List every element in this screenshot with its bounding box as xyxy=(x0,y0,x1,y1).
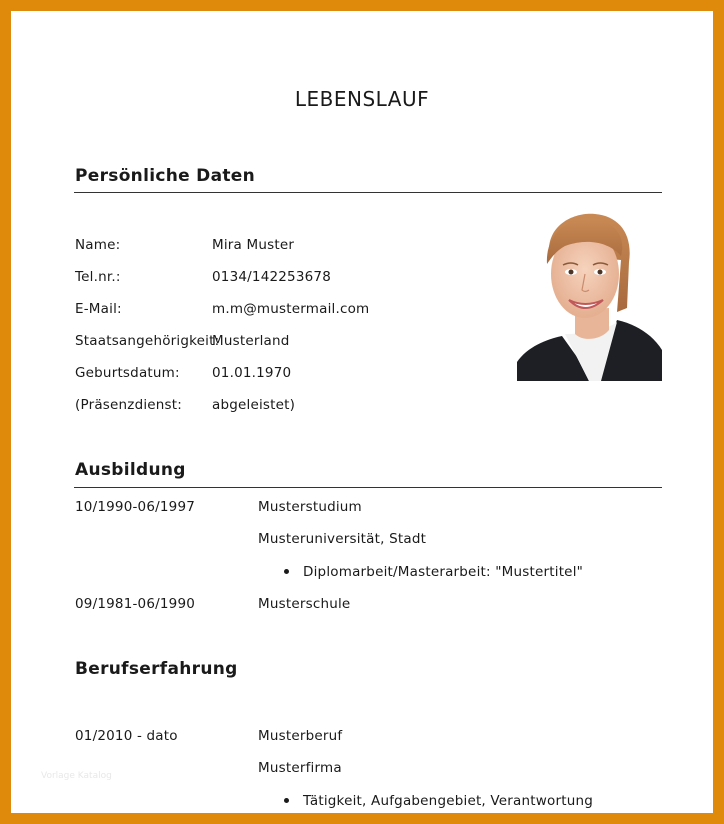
field-value: m.m@mustermail.com xyxy=(212,301,370,317)
section-heading-personal: Persönliche Daten xyxy=(75,166,255,186)
field-label: E-Mail: xyxy=(75,301,122,317)
document-title: LEBENSLAUF xyxy=(294,87,430,111)
bullet-item xyxy=(284,793,593,809)
field-label: Geburtsdatum: xyxy=(75,365,180,381)
profile-photo xyxy=(517,212,662,381)
cv-page xyxy=(11,11,713,813)
section-heading-education: Ausbildung xyxy=(75,460,186,480)
bullet-icon xyxy=(284,569,289,574)
bullet-icon xyxy=(284,798,289,803)
entry-date: 01/2010 - dato xyxy=(75,728,178,744)
entry-title: Musterberuf xyxy=(258,728,343,744)
field-value: 0134/142253678 xyxy=(212,269,332,285)
field-value: Musterland xyxy=(212,333,290,349)
entry-company: Musterfirma xyxy=(258,760,342,776)
watermark: Vorlage Katalog xyxy=(41,771,112,781)
entry-date: 10/1990-06/1997 xyxy=(75,499,196,515)
entry-date: 09/1981-06/1990 xyxy=(75,596,196,612)
bullet-text: Tätigkeit, Aufgabengebiet, Verantwortung xyxy=(303,793,594,809)
field-label: Tel.nr.: xyxy=(75,269,121,285)
field-label: Name: xyxy=(75,237,121,253)
field-value: Mira Muster xyxy=(212,237,295,253)
entry-title: Musterstudium xyxy=(258,499,362,515)
field-label: Staatsangehörigkeit: xyxy=(75,333,220,349)
section-heading-experience: Berufserfahrung xyxy=(75,659,238,679)
section-divider xyxy=(74,487,662,488)
bullet-item xyxy=(284,564,583,580)
field-value: 01.01.1970 xyxy=(212,365,292,381)
entry-title: Musterschule xyxy=(258,596,351,612)
field-label: (Präsenzdienst: xyxy=(75,397,183,413)
entry-institution: Musteruniversität, Stadt xyxy=(258,531,427,547)
section-divider xyxy=(74,192,662,193)
bullet-text: Diplomarbeit/Masterarbeit: "Mustertitel" xyxy=(303,564,584,580)
field-value: abgeleistet) xyxy=(212,397,296,413)
